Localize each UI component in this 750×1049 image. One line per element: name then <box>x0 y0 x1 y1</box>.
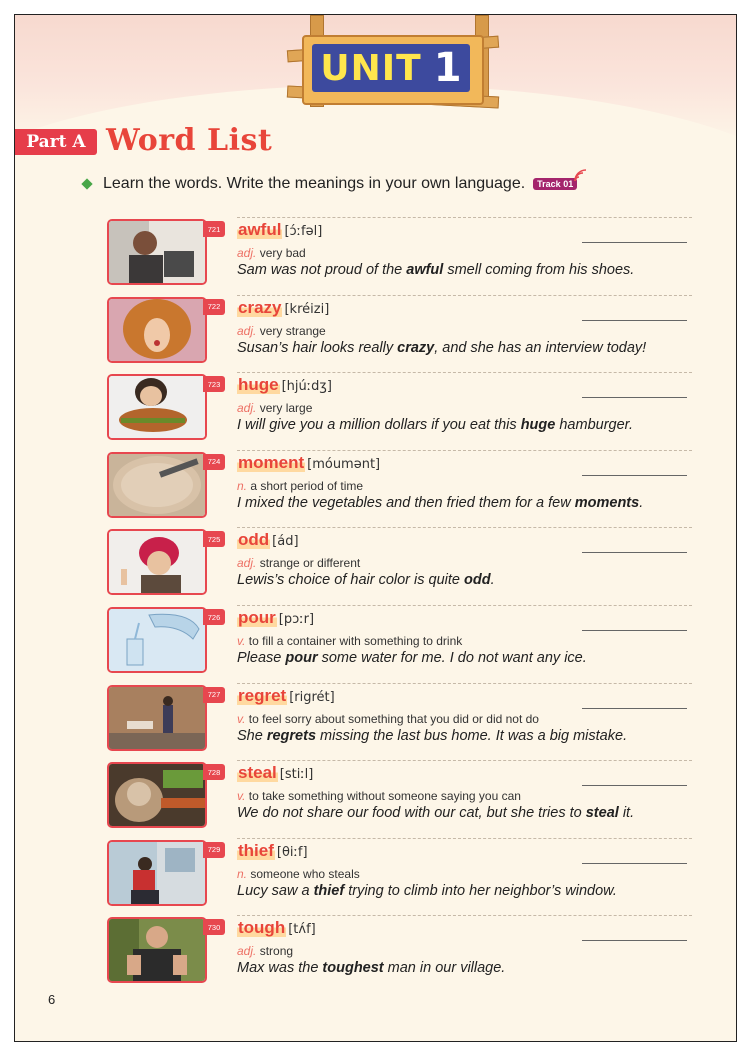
meaning-answer-line[interactable] <box>582 552 687 553</box>
definition <box>237 789 521 803</box>
example-sentence <box>237 883 617 899</box>
example-keyword: awful <box>406 262 444 278</box>
part-of-speech: n. <box>237 478 248 493</box>
part-of-speech: adj. <box>237 556 257 571</box>
definition <box>237 401 312 415</box>
word-image <box>107 219 207 285</box>
headword-line <box>237 686 335 706</box>
example-keyword: steal <box>585 805 619 822</box>
definition-text: strong <box>259 944 294 959</box>
entry-divider <box>237 372 692 373</box>
headword: thief <box>238 840 274 860</box>
headword-line <box>237 763 313 783</box>
unit-number: 1 <box>433 45 462 91</box>
definition <box>237 944 293 958</box>
word-entry <box>107 527 692 597</box>
example-keyword: toughest <box>322 960 384 977</box>
example-keyword: crazy <box>397 339 435 356</box>
example-sentence <box>237 262 634 278</box>
word-number: 726 <box>203 609 225 625</box>
meaning-answer-line[interactable] <box>582 630 687 631</box>
word-picture-icon <box>109 842 205 904</box>
headword-line <box>237 530 299 550</box>
example-before: We do not share our food with our cat, but she tries to <box>237 805 586 822</box>
part-of-speech: v. <box>237 789 246 804</box>
word-picture-icon <box>109 687 205 749</box>
example-sentence <box>237 572 495 588</box>
word-number: 729 <box>203 842 225 858</box>
word-image <box>107 917 207 983</box>
word-entry <box>107 838 692 908</box>
example-after: man in our village. <box>383 960 506 977</box>
pronunciation: [kréizi] <box>284 301 330 317</box>
definition-text: a short period of time <box>250 478 364 493</box>
headword: regret <box>238 685 287 705</box>
example-before: Sam was not proud of the <box>237 262 407 278</box>
example-sentence <box>237 728 627 744</box>
example-after: some water for me. I do not want any ice. <box>317 650 587 666</box>
headword: tough <box>238 918 286 938</box>
headword-line <box>237 918 316 938</box>
definition-text: to fill a container with something to drink <box>248 634 463 648</box>
part-of-speech: adj. <box>237 944 257 959</box>
audio-waves-icon <box>573 169 587 183</box>
word-image <box>107 452 207 518</box>
word-entry <box>107 295 692 365</box>
meaning-answer-line[interactable] <box>582 708 687 709</box>
definition-text: someone who steals <box>250 866 360 881</box>
part-of-speech: v. <box>237 711 246 726</box>
pronunciation: [stiːl] <box>279 767 314 783</box>
definition-text: very bad <box>259 246 306 260</box>
headword-line <box>237 220 322 240</box>
entry-divider <box>237 683 692 684</box>
word-picture-icon <box>109 609 205 671</box>
unit-label-panel <box>312 44 470 92</box>
word-number: 721 <box>203 221 225 237</box>
entry-divider <box>237 915 692 916</box>
example-before: Lucy saw a <box>237 882 314 899</box>
word-image <box>107 607 207 673</box>
word-number: 728 <box>203 764 225 780</box>
word-number: 722 <box>203 299 225 315</box>
entry-divider <box>237 527 692 528</box>
word-image <box>107 685 207 751</box>
word-entry <box>107 217 692 287</box>
pronunciation: [hjúːdʒ] <box>281 379 332 395</box>
example-keyword: huge <box>520 417 556 434</box>
definition <box>237 324 326 338</box>
word-picture-icon <box>109 299 205 361</box>
definition <box>237 556 360 570</box>
meaning-answer-line[interactable] <box>582 242 687 243</box>
word-entry <box>107 683 692 753</box>
example-keyword: odd <box>464 572 491 589</box>
headword: odd <box>238 530 270 550</box>
headword: steal <box>238 763 277 783</box>
page <box>14 14 737 1042</box>
pronunciation: [tʌ́f] <box>288 922 316 938</box>
headword: huge <box>238 375 279 395</box>
page-number: 6 <box>48 992 56 1007</box>
headword: pour <box>238 608 276 627</box>
word-picture-icon <box>109 221 205 283</box>
definition-text: to feel sorry about something that you did or did not do <box>248 711 539 726</box>
example-sentence <box>237 340 646 356</box>
example-before: I will give you a million dollars if you eat this <box>237 417 521 434</box>
word-picture-icon <box>109 531 205 593</box>
word-picture-icon <box>109 764 205 826</box>
word-entry <box>107 450 692 520</box>
example-after: it. <box>618 805 635 822</box>
example-sentence <box>237 417 633 433</box>
example-sentence <box>237 960 505 976</box>
example-keyword: pour <box>285 650 318 666</box>
example-after: . <box>490 572 495 589</box>
word-number: 727 <box>203 687 225 703</box>
word-image <box>107 529 207 595</box>
pronunciation: [rigrét] <box>289 689 335 705</box>
definition <box>237 246 306 260</box>
example-after: smell coming from his shoes. <box>443 262 635 278</box>
word-picture-icon <box>109 454 205 516</box>
pronunciation: [pɔːr] <box>278 612 315 627</box>
headword-line <box>237 298 329 318</box>
pronunciation: [móumənt] <box>307 456 381 472</box>
definition-text: very large <box>259 401 313 416</box>
part-of-speech: v. <box>237 634 246 648</box>
example-before: Lewis’s choice of hair color is quite <box>237 572 465 589</box>
word-picture-icon <box>109 376 205 438</box>
bullet-icon <box>81 178 92 189</box>
entry-divider <box>237 217 692 218</box>
headword-line <box>237 375 332 395</box>
section-title: Word List <box>106 123 273 158</box>
instruction-row <box>83 175 577 193</box>
meaning-answer-line[interactable] <box>582 475 687 476</box>
entry-divider <box>237 760 692 761</box>
word-entry <box>107 760 692 830</box>
example-after: , and she has an interview today! <box>434 339 647 356</box>
word-image <box>107 374 207 440</box>
entry-divider <box>237 838 692 839</box>
definition-text: strange or different <box>259 556 361 571</box>
example-keyword: moments <box>574 494 640 511</box>
unit-board <box>302 35 484 105</box>
part-of-speech: adj. <box>237 246 257 260</box>
meaning-answer-line[interactable] <box>582 320 687 321</box>
headword-line <box>237 453 380 473</box>
entry-divider <box>237 450 692 451</box>
meaning-answer-line[interactable] <box>582 863 687 864</box>
entry-divider <box>237 605 692 606</box>
meaning-answer-line[interactable] <box>582 785 687 786</box>
example-keyword: regrets <box>266 727 317 744</box>
word-number: 725 <box>203 531 225 547</box>
entry-divider <box>237 295 692 296</box>
definition <box>237 479 363 493</box>
example-after: . <box>639 494 644 511</box>
definition-text: very strange <box>259 323 326 338</box>
word-image <box>107 297 207 363</box>
example-keyword: thief <box>313 882 345 899</box>
track-label: Track 01 <box>537 179 574 189</box>
word-entry <box>107 605 692 675</box>
example-before: Please <box>237 650 286 666</box>
word-number: 730 <box>203 919 225 935</box>
word-entry <box>107 372 692 442</box>
word-image <box>107 840 207 906</box>
part-of-speech: adj. <box>237 323 257 338</box>
instruction-text: Learn the words. Write the meanings in your own language. <box>103 175 526 192</box>
headword: awful <box>238 220 282 239</box>
definition <box>237 712 539 726</box>
word-number: 724 <box>203 454 225 470</box>
pronunciation: [ɔ́ːfəl] <box>284 224 323 239</box>
example-after: hamburger. <box>555 417 633 434</box>
word-image <box>107 762 207 828</box>
example-sentence <box>237 805 634 821</box>
headword: crazy <box>238 297 282 317</box>
example-before: Susan’s hair looks really <box>237 339 398 356</box>
pronunciation: [θiːf] <box>276 844 308 860</box>
word-entry <box>107 915 692 985</box>
headword-line <box>237 841 308 861</box>
track-badge[interactable] <box>533 178 577 190</box>
pronunciation: [ád] <box>272 534 299 550</box>
example-after: missing the last bus home. It was a big mistake. <box>316 727 628 744</box>
part-of-speech: n. <box>237 866 248 881</box>
headword-line <box>237 608 314 628</box>
word-picture-icon <box>109 919 205 981</box>
headword: moment <box>238 452 305 472</box>
example-before: I mixed the vegetables and then fried them for a few <box>237 494 575 511</box>
definition-text: to take something without someone saying you can <box>248 789 521 804</box>
part-tag: Part A <box>15 129 97 155</box>
meaning-answer-line[interactable] <box>582 940 687 941</box>
unit-label: UNIT <box>320 47 422 89</box>
definition <box>237 634 462 648</box>
example-sentence <box>237 495 643 511</box>
example-before: Max was the <box>237 960 323 977</box>
word-number: 723 <box>203 376 225 392</box>
example-before: She <box>237 727 267 744</box>
example-after: trying to climb into her neighbor’s window. <box>344 882 617 899</box>
part-of-speech: adj. <box>237 401 257 416</box>
definition <box>237 867 360 881</box>
meaning-answer-line[interactable] <box>582 397 687 398</box>
example-sentence <box>237 650 587 666</box>
